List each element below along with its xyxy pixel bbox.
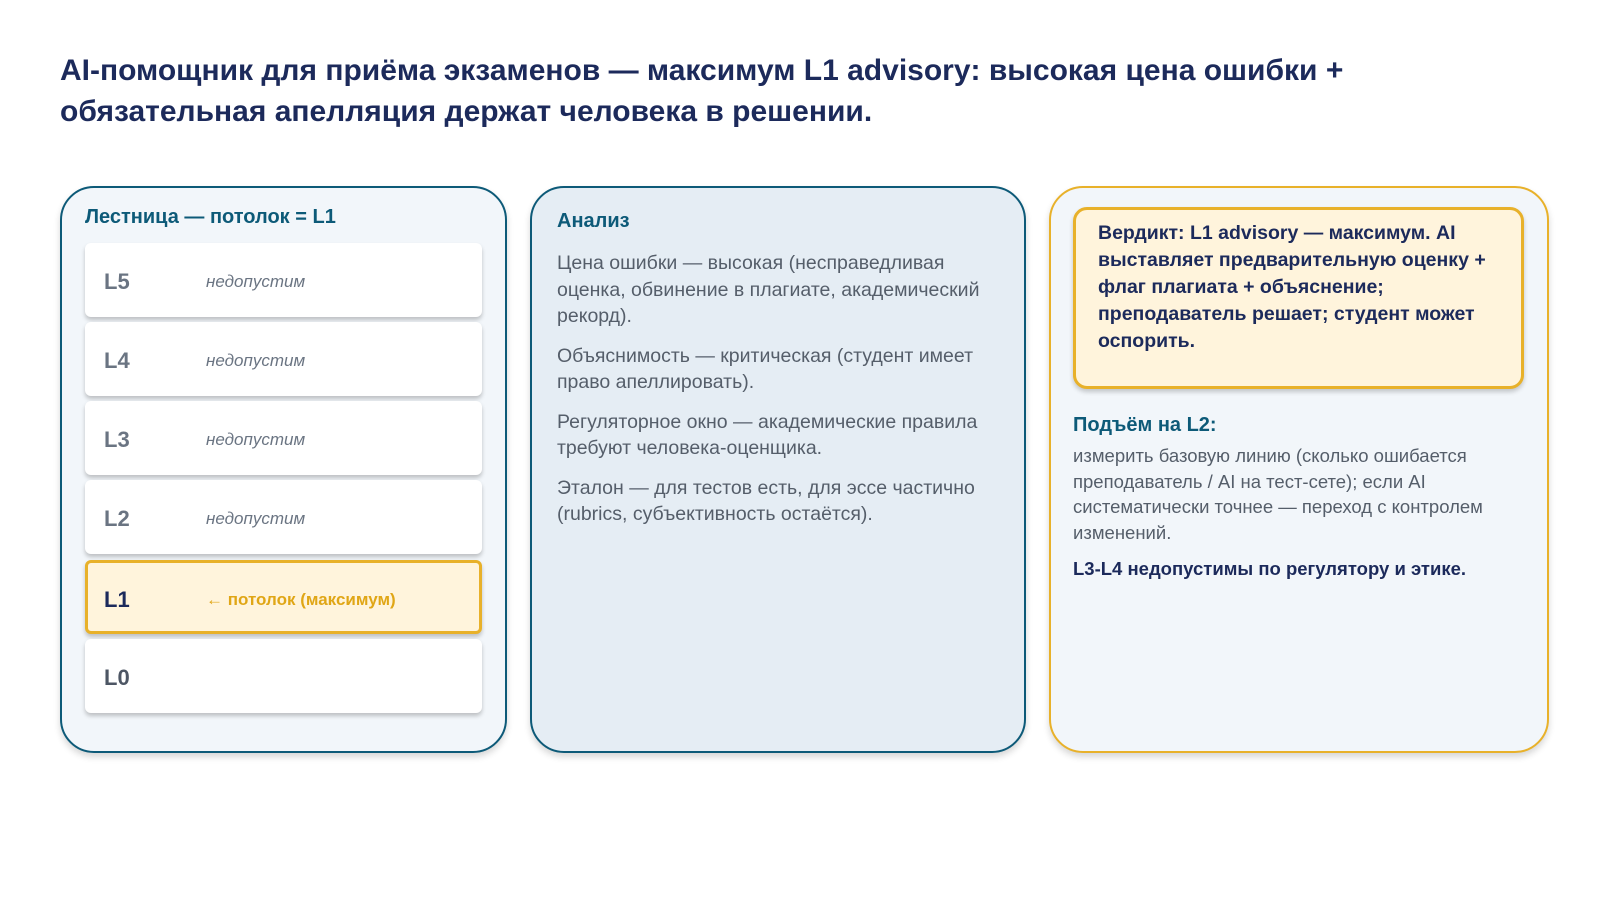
verdict-panel — [1049, 186, 1549, 753]
level-l1-ceiling — [85, 560, 482, 634]
upgrade-body: измерить базовую линию (сколько ошибается преподаватель / AI на тест-сете); если AI систематически точнее — переход с контролем изменений. — [1073, 445, 1483, 543]
ladder-panel — [60, 186, 507, 753]
level-l3 — [85, 401, 482, 475]
upgrade-heading: Подъём на L2: — [1073, 414, 1217, 436]
ceiling-marker: ← потолок (максимум) — [206, 590, 396, 609]
verdict-text: Вердикт: L1 advisory — максимум. AI выставляет предварительную оценку + флаг плагиата + объяснение; преподаватель решает; студент может оспорить. — [1098, 222, 1486, 352]
level-l0 — [85, 639, 482, 713]
level-note: недопустим — [206, 351, 306, 370]
analysis-body — [557, 250, 1002, 541]
level-note: недопустим — [206, 509, 306, 528]
analysis-paragraph: Объяснимость — критическая (студент имеет право апеллировать). — [557, 344, 974, 393]
level-code: L5 — [104, 269, 130, 294]
level-note: недопустим — [206, 430, 306, 449]
level-code: L4 — [104, 348, 130, 373]
upgrade-note: L3-L4 недопустимы по регулятору и этике. — [1073, 558, 1467, 579]
ladder-heading: Лестница — потолок = L1 — [85, 206, 336, 228]
level-code: L1 — [104, 587, 130, 612]
analysis-panel — [530, 186, 1026, 753]
level-code: L2 — [104, 506, 130, 531]
level-l5 — [85, 243, 482, 317]
page-title: AI-помощник для приёма экзаменов — максимум L1 advisory: высокая цена ошибки + обязательная апелляция держат человека в решении. — [60, 54, 1344, 128]
level-l4 — [85, 322, 482, 396]
level-code: L3 — [104, 427, 130, 452]
analysis-paragraph: Цена ошибки — высокая (несправедливая оценка, обвинение в плагиате, академический рекорд). — [557, 252, 980, 327]
analysis-heading: Анализ — [557, 210, 630, 232]
level-note: недопустим — [206, 272, 306, 291]
analysis-paragraph: Эталон — для тестов есть, для эссе частично (rubrics, субъективность остаётся). — [557, 476, 975, 525]
analysis-paragraph: Регуляторное окно — академические правила требуют человека-оценщика. — [557, 410, 978, 459]
level-l2 — [85, 480, 482, 554]
verdict-callout — [1073, 207, 1524, 389]
level-code: L0 — [104, 665, 130, 690]
